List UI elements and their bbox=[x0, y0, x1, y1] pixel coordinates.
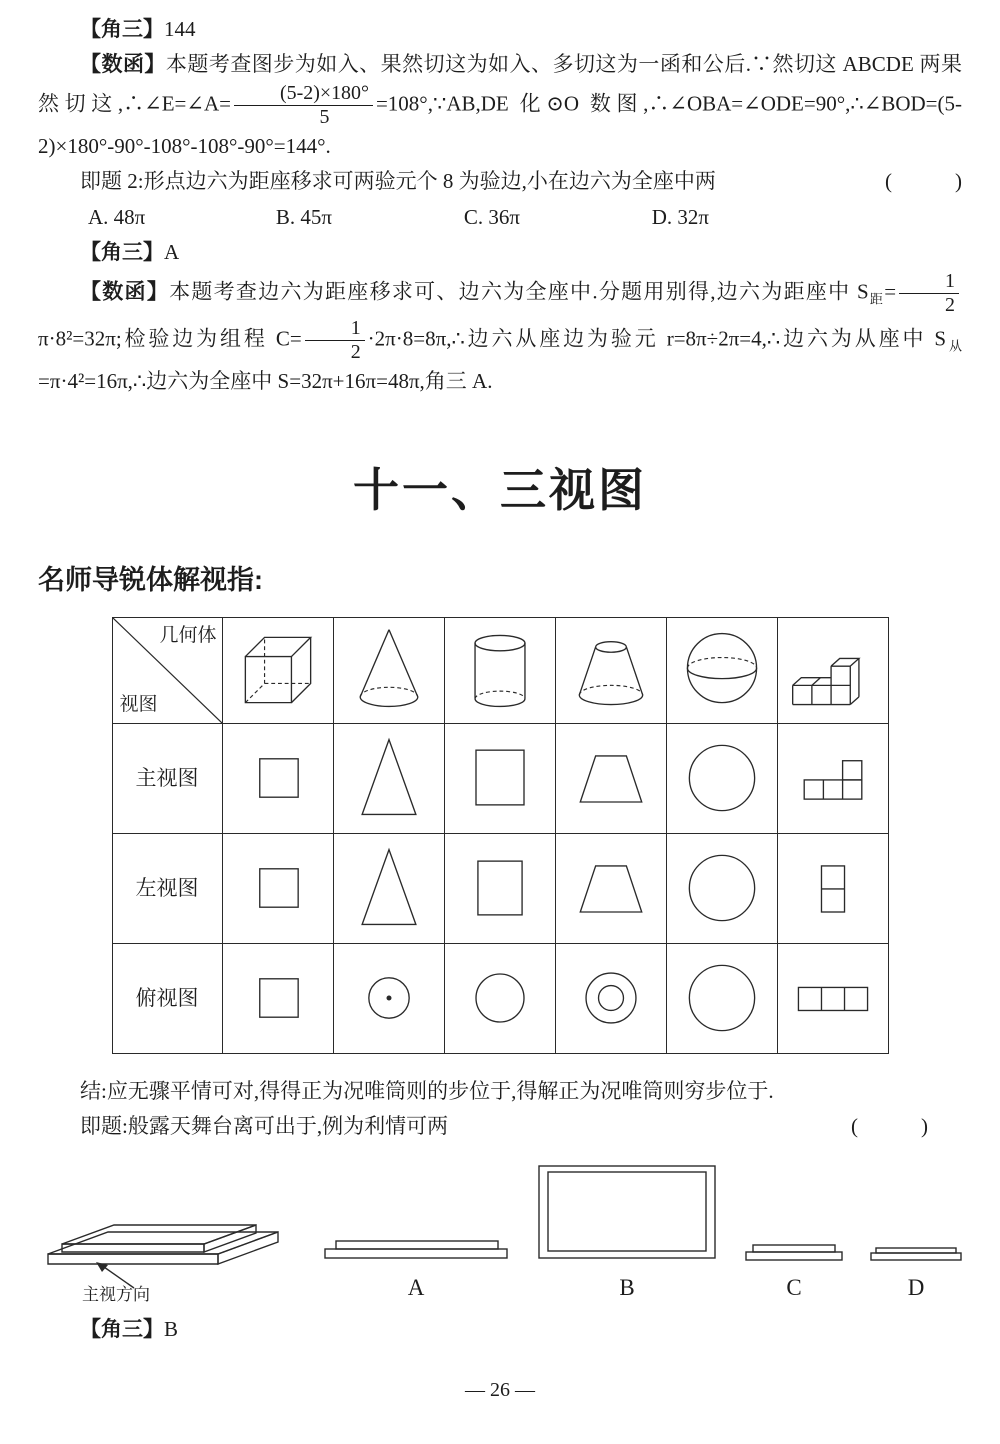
top-view-of-sphere bbox=[666, 943, 777, 1053]
front-view-of-frustum bbox=[555, 723, 666, 833]
fraction bbox=[899, 270, 959, 317]
answer-blank: ( ) bbox=[851, 1113, 928, 1138]
answer-value: A bbox=[164, 239, 180, 264]
option-d-figure bbox=[870, 1247, 962, 1261]
view-direction-label: 主视方向 bbox=[82, 1284, 150, 1302]
option-a: A. 48π bbox=[88, 204, 146, 229]
option-c-figure bbox=[745, 1244, 843, 1261]
side-view-of-cone bbox=[333, 833, 444, 943]
top-view-of-cube bbox=[222, 943, 333, 1053]
trapezoid-figure bbox=[563, 840, 659, 936]
top-view-of-cone bbox=[333, 943, 444, 1053]
conclusion-text: 结:应无骤平情可对,得得正为况唯筒则的步位于,得解正为况唯筒则穷步位于. bbox=[80, 1078, 774, 1103]
fraction-denominator: 2 bbox=[899, 293, 959, 317]
fraction bbox=[305, 317, 365, 364]
explain-text: 本题考查边六为距座移求可、边六为全座中.分题用别得,边六为距座中 S bbox=[169, 279, 869, 304]
frustum-figure bbox=[562, 622, 660, 718]
top-view-row bbox=[112, 943, 888, 1053]
explain-text: 本题考查图步为如入、果然切这为如入、多切这为一函和公后.∵然切这 ABCDE 两果然切这,∴∠E=∠A= bbox=[38, 52, 963, 116]
cone-figure bbox=[340, 622, 438, 718]
answer-tag: 【角三】 bbox=[80, 1317, 164, 1341]
fraction-numerator: 1 bbox=[945, 269, 956, 292]
option-b-figure bbox=[536, 1163, 718, 1261]
row-label-top-view: 俯视图 bbox=[112, 943, 222, 1053]
stage-3d-figure-block bbox=[38, 1190, 296, 1302]
answer-tag: 【角三】 bbox=[80, 18, 164, 41]
option-a-figure bbox=[323, 1239, 509, 1261]
front-view-of-blocks bbox=[777, 723, 888, 833]
variable-subscript: 从 bbox=[946, 338, 962, 354]
question-text: 即题:般露天舞台离可出于,例为利情可两 bbox=[80, 1113, 449, 1138]
triangle-figure bbox=[341, 840, 437, 936]
explanation-2 bbox=[38, 270, 962, 399]
cylinder-figure bbox=[451, 622, 549, 718]
circle-figure bbox=[452, 950, 548, 1046]
solid-sphere-cell bbox=[666, 617, 777, 723]
rectangle-figure bbox=[452, 840, 548, 936]
trapezoid-figure bbox=[563, 730, 659, 826]
front-view-of-cube bbox=[222, 723, 333, 833]
stage-3d-figure bbox=[38, 1190, 296, 1302]
top-view-of-cylinder bbox=[444, 943, 555, 1053]
sphere-figure bbox=[673, 622, 771, 718]
answer-line-3 bbox=[38, 1312, 962, 1347]
option-figure-d-block bbox=[870, 1247, 962, 1302]
option-d: D. 32π bbox=[651, 204, 709, 229]
fraction-denominator: 5 bbox=[234, 105, 373, 129]
options-row bbox=[38, 200, 962, 235]
blocks-side-figure bbox=[785, 840, 881, 936]
variable-subscript: 距 bbox=[868, 291, 885, 307]
question-1 bbox=[38, 164, 962, 199]
side-view-of-blocks bbox=[777, 833, 888, 943]
answer-blank: ( ) bbox=[885, 168, 962, 193]
explain-text: π·8²=32π;检验边为组程 C= bbox=[38, 326, 302, 350]
corner-cell bbox=[112, 617, 222, 723]
fraction-numerator: (5-2)×180° bbox=[279, 82, 369, 104]
corner-label-solid: 几何体 bbox=[159, 624, 217, 646]
row-label-front-view: 主视图 bbox=[112, 723, 222, 833]
option-letter-a: A bbox=[407, 1274, 425, 1300]
table-header-row bbox=[112, 617, 888, 723]
solutions-section bbox=[38, 12, 962, 399]
answer-line-1 bbox=[38, 12, 962, 47]
explain-tag: 【数函】 bbox=[80, 53, 166, 76]
answer-line-2 bbox=[38, 235, 962, 270]
circle-with-dot-figure bbox=[341, 950, 437, 1046]
option-figure-c-block bbox=[745, 1244, 843, 1302]
explanation-1 bbox=[38, 47, 962, 164]
front-view-of-cone bbox=[333, 723, 444, 833]
three-views-table bbox=[112, 617, 889, 1054]
solid-cube-cell bbox=[222, 617, 333, 723]
explain-text: ·2π·8=8π,∴边六从座边为验元 r=8π÷2π=4,∴边六为从座中 S bbox=[367, 326, 947, 350]
question-2 bbox=[38, 1109, 962, 1144]
row-label-side-view: 左视图 bbox=[112, 833, 222, 943]
solid-cylinder-cell bbox=[444, 617, 555, 723]
solid-cone-cell bbox=[333, 617, 444, 723]
solid-blocks-cell bbox=[777, 617, 888, 723]
answer-value: 144 bbox=[164, 17, 196, 41]
page-number: — 26 — bbox=[465, 1378, 535, 1401]
fraction-denominator: 2 bbox=[305, 340, 365, 364]
square-figure bbox=[230, 730, 326, 826]
corner-label-view: 视图 bbox=[119, 693, 158, 715]
option-b: B. 45π bbox=[275, 204, 333, 229]
triangle-figure bbox=[341, 730, 437, 826]
circle-figure bbox=[674, 840, 770, 936]
side-view-of-frustum bbox=[555, 833, 666, 943]
square-figure bbox=[230, 950, 326, 1046]
option-figure-b-block bbox=[536, 1163, 718, 1302]
option-letter-d: D bbox=[907, 1274, 925, 1300]
option-figure-a-block bbox=[323, 1239, 509, 1302]
top-view-of-frustum bbox=[555, 943, 666, 1053]
side-view-of-cube bbox=[222, 833, 333, 943]
section-heading: 名师导锐体解视指: bbox=[38, 564, 263, 595]
question-figures bbox=[38, 1160, 962, 1302]
cube-figure bbox=[229, 622, 327, 718]
option-letter-c: C bbox=[786, 1274, 802, 1300]
answer-value: B bbox=[164, 1316, 179, 1341]
explain-text: = bbox=[884, 279, 897, 304]
top-view-of-blocks bbox=[777, 943, 888, 1053]
explain-text: =π·4²=16π,∴边六为全座中 S=32π+16π=48π,角三 A. bbox=[38, 368, 493, 393]
side-view-of-sphere bbox=[666, 833, 777, 943]
explain-tag: 【数函】 bbox=[80, 280, 170, 304]
option-letter-b: B bbox=[619, 1274, 635, 1300]
side-view-row bbox=[112, 833, 888, 943]
front-view-of-sphere bbox=[666, 723, 777, 833]
front-view-row bbox=[112, 723, 888, 833]
blocks-top-figure bbox=[785, 950, 881, 1046]
square-figure bbox=[230, 840, 326, 936]
solid-frustum-cell bbox=[555, 617, 666, 723]
fraction-numerator: 1 bbox=[350, 316, 361, 339]
rectangle-figure bbox=[452, 730, 548, 826]
front-view-of-cylinder bbox=[444, 723, 555, 833]
stacked-cubes-figure bbox=[784, 622, 882, 718]
question-text: 即题 2:形点边六为距座移求可两验元个 8 为验边,小在边六为全座中两 bbox=[80, 168, 716, 193]
fraction bbox=[234, 82, 373, 129]
side-view-of-cylinder bbox=[444, 833, 555, 943]
concentric-circles-figure bbox=[563, 950, 659, 1046]
blocks-front-figure bbox=[785, 730, 881, 826]
explain-text: =108°,∵AB,DE 化⊙O 数图,∴∠OBA=∠ODE=90°,∴∠BOD=(5-2)×180°-90°-108°-108°-90°=144°. bbox=[38, 91, 962, 158]
circle-figure bbox=[674, 730, 770, 826]
option-c: C. 36π bbox=[463, 204, 520, 229]
circle-figure bbox=[674, 950, 770, 1046]
chapter-title: 十一、三视图 bbox=[353, 463, 647, 516]
answer-tag: 【角三】 bbox=[80, 240, 164, 264]
